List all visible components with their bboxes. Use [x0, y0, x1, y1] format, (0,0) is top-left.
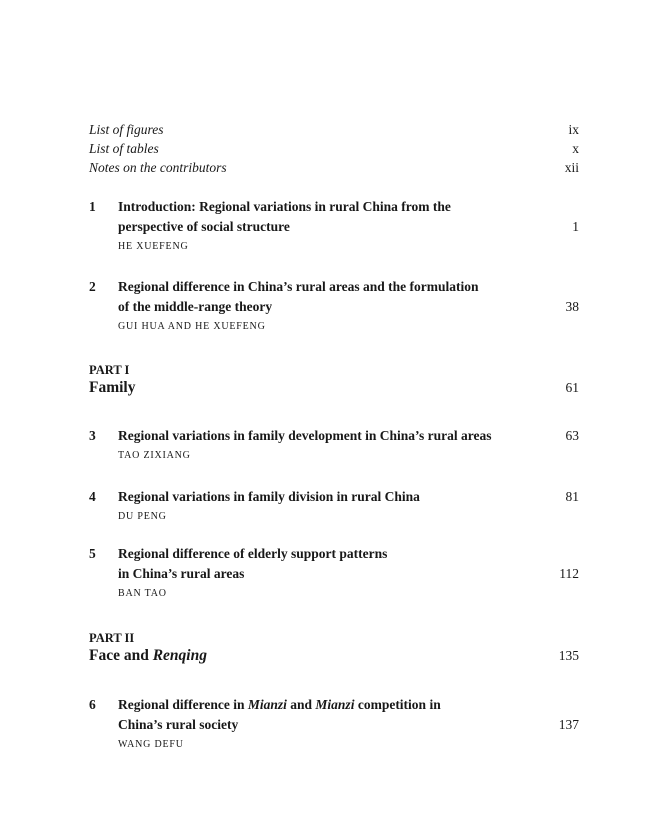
chapter-title-line: China’s rural society [118, 717, 239, 732]
toc-content [89, 120, 579, 751]
chapter-title [118, 426, 554, 446]
front-matter-list [89, 120, 579, 177]
chapter-author: DU PENG [118, 511, 167, 522]
chapter-number: 4 [89, 489, 96, 504]
toc-entry-chapter-3 [89, 426, 579, 462]
front-matter-page-number: xii [564, 160, 579, 175]
part-page-number: 61 [565, 380, 579, 395]
front-matter-item-tables [89, 139, 579, 158]
chapter-page-number: 137 [558, 717, 579, 732]
chapter-page-number: 81 [565, 489, 579, 504]
chapter-title-line: Regional variations in family division in rural China [118, 489, 420, 504]
chapter-title [118, 487, 554, 507]
part-title-row [89, 378, 579, 398]
front-matter-title: List of tables [89, 141, 159, 156]
front-matter-title: Notes on the contributors [89, 160, 227, 175]
part-title-italic-text: Renqing [152, 647, 207, 664]
front-matter-page-number: x [572, 141, 579, 156]
chapter-title-line: in China’s rural areas [118, 566, 245, 581]
chapter-number: 3 [89, 428, 96, 443]
chapter-author: HE XUEFENG [118, 241, 189, 252]
toc-entry-chapter-1 [89, 197, 579, 253]
toc-entry-chapter-4 [89, 487, 579, 523]
chapter-title-line: Regional difference in China’s rural areas and the formulation [118, 279, 479, 294]
chapter-title-row [89, 487, 579, 507]
chapter-title-line: Regional difference of elderly support patterns [118, 546, 388, 561]
front-matter-page-number: ix [568, 122, 579, 137]
chapter-number: 1 [89, 199, 96, 214]
toc-entry-chapter-5 [89, 544, 579, 600]
chapter-title [118, 695, 547, 735]
part-title [89, 378, 136, 398]
chapter-page-number: 38 [565, 299, 579, 314]
part-title-text: Face and [89, 647, 153, 664]
chapter-title-line: Regional variations in family development in China’s rural areas [118, 428, 492, 443]
part-title-row [89, 646, 579, 666]
chapter-title [118, 277, 554, 317]
chapter-author: WANG DEFU [118, 739, 184, 750]
chapter-title-row [89, 544, 579, 584]
front-matter-item-figures [89, 120, 579, 139]
toc-part-1 [89, 362, 579, 398]
chapter-title-line: Introduction: Regional variations in rural China from the [118, 199, 451, 214]
chapter-title-line: perspective of social structure [118, 219, 290, 234]
chapter-author: TAO ZIXIANG [118, 450, 191, 461]
toc-entry-chapter-6 [89, 695, 579, 751]
chapter-number: 2 [89, 279, 96, 294]
chapter-title-row [89, 426, 579, 446]
part-label: PART II [89, 631, 135, 645]
chapter-page-number: 1 [572, 219, 579, 234]
part-title [89, 646, 207, 666]
chapter-page-number: 112 [559, 566, 579, 581]
chapter-title-row [89, 277, 579, 317]
part-page-number: 135 [558, 648, 579, 663]
part-label: PART I [89, 363, 130, 377]
chapter-title-row [89, 197, 579, 237]
chapter-page-number: 63 [565, 428, 579, 443]
chapter-author: BAN TAO [118, 588, 167, 599]
toc-entry-chapter-2 [89, 277, 579, 333]
front-matter-title: List of figures [89, 122, 164, 137]
chapter-title-line: of the middle-range theory [118, 299, 273, 314]
chapter-title [118, 544, 547, 584]
front-matter-item-contributors [89, 158, 579, 177]
chapter-title-line: Regional difference in Mianzi and Mianzi competition in [118, 697, 441, 712]
chapter-title-row [89, 695, 579, 735]
chapter-number: 6 [89, 697, 96, 712]
chapter-author: GUI HUA AND HE XUEFENG [118, 321, 266, 332]
chapter-number: 5 [89, 546, 96, 561]
chapter-title [118, 197, 560, 237]
part-title-text: Family [89, 379, 136, 396]
toc-part-2 [89, 630, 579, 666]
